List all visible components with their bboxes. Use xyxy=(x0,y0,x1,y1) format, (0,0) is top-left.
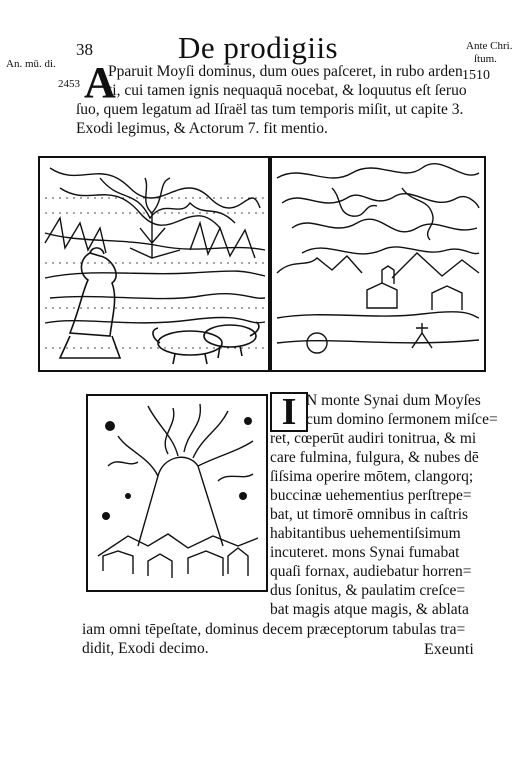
paragraph2-line-1: N monte Synai dum Moyſes xyxy=(306,392,481,409)
paragraph2-line-10: quaſi fornax, audiebatur horren= xyxy=(270,563,472,580)
paragraph2-line-5: ſiſsima operire mōtem, clangorq; xyxy=(270,468,474,485)
paragraph2-line-7: bat, ut timorē omnibus in caſtris xyxy=(270,506,469,523)
catchword: Exeunti xyxy=(424,641,474,658)
paragraph2-full-line-2: didit, Exodi decimo. xyxy=(82,640,209,657)
paragraph1-line-1: Pparuit Moyſi dominus, dum oues paſceret, in rubo arden xyxy=(108,63,463,80)
paragraph1-line-3: ſuo, quem legatum ad Iſraël tas tum temporis miſit, ut capite 3. xyxy=(76,101,464,118)
storm-clouds-woodcut xyxy=(270,156,486,372)
paragraph1-line-2: ti, cui tamen ignis nequaquā nocebat, & loquutus eſt ſeruo xyxy=(108,82,467,99)
paragraph2-line-11: dus ſonitus, & paulatim creſce= xyxy=(270,582,466,599)
page-number: 38 xyxy=(76,40,93,59)
storm-clouds-illustration xyxy=(272,158,484,370)
margin-note-christum: ſtum. xyxy=(474,53,497,65)
mount-sinai-illustration xyxy=(88,396,266,590)
margin-note-year-number: 2453 xyxy=(58,78,80,90)
margin-note-year-bc: 1510 xyxy=(462,68,490,83)
paragraph2-line-8: habitantibus uehementiſsimum xyxy=(270,525,461,542)
paragraph2-line-6: buccinæ uehementius perſtrepe= xyxy=(270,487,472,504)
paragraph2-line-12: bat magis atque magis, & ablata xyxy=(270,601,469,618)
paragraph2-line-4: care fulmina, fulgura, & nubes dē xyxy=(270,449,479,466)
page-title: De prodigiis xyxy=(178,30,339,65)
paragraph2-line-2: cum domino ſermonem miſce= xyxy=(306,411,498,428)
drop-cap-a: A xyxy=(84,58,116,107)
margin-note-ante-christum: Ante Chri. xyxy=(466,40,513,52)
burning-bush-woodcut xyxy=(38,156,270,372)
margin-note-year-mundi: An. mū. di. xyxy=(6,58,56,70)
burning-bush-illustration xyxy=(40,158,268,370)
paragraph2-line-3: ret, cœperūt audiri tonitrua, & mi xyxy=(270,430,477,447)
mount-sinai-woodcut xyxy=(86,394,268,592)
paragraph1-line-4: Exodi legimus, & Actorum 7. fit mentio. xyxy=(76,120,328,137)
paragraph2-full-line-1: iam omni tēpeſtate, dominus decem præceptorum tabulas tra= xyxy=(82,621,466,638)
initial-i-box: I xyxy=(270,392,308,432)
paragraph2-line-9: incuteret. mons Synai fumabat xyxy=(270,544,460,561)
